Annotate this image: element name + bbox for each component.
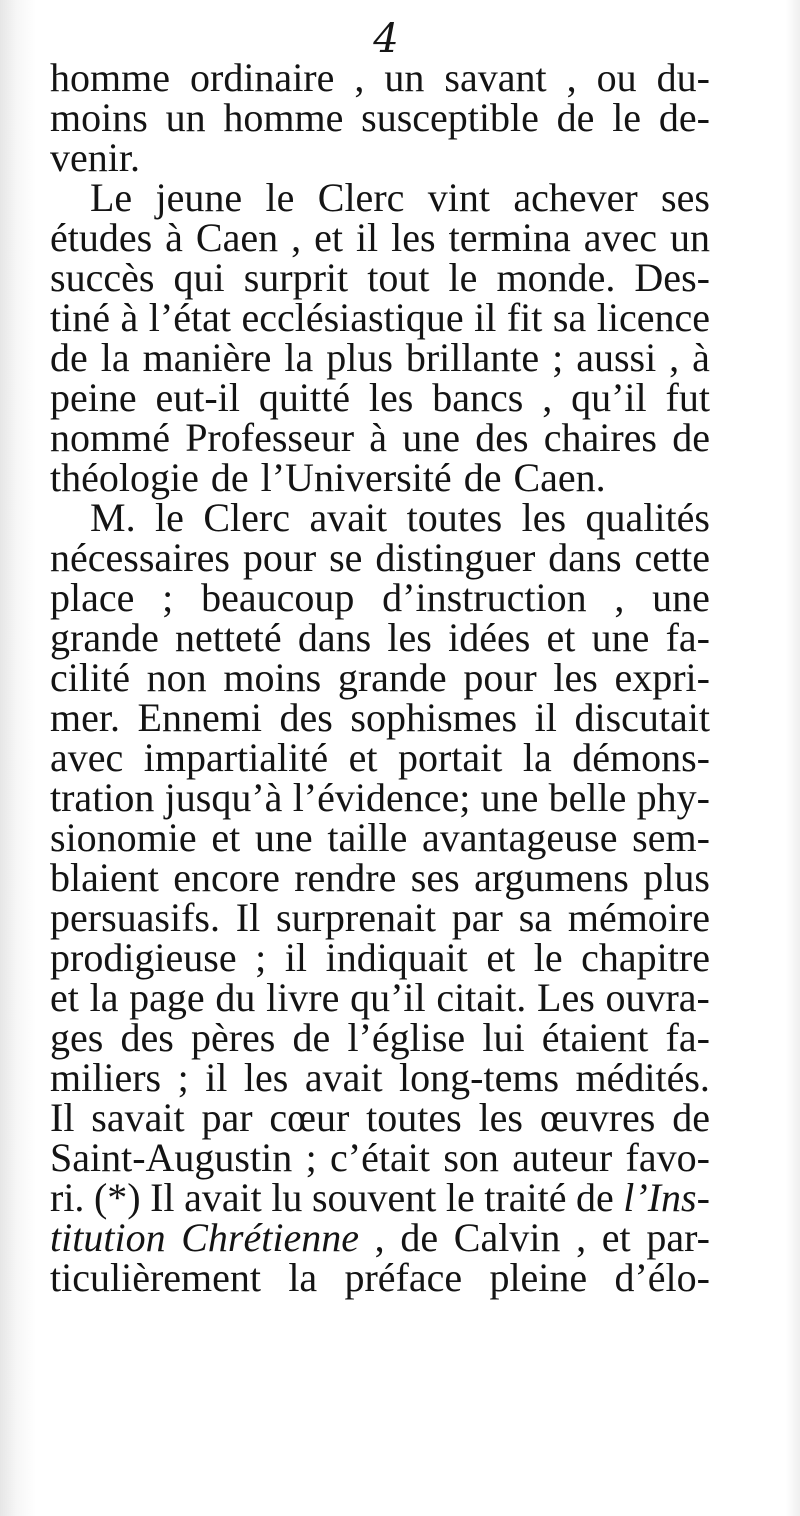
text-line: succès qui surprit tout le monde. Des-: [50, 255, 710, 300]
page-number: 4: [373, 16, 399, 62]
text-line: nommé Professeur à une des chaires de: [50, 415, 710, 460]
text-line: Il savait par cœur toutes les œuvres de: [50, 1095, 710, 1140]
text-line: études à Caen , et il les termina avec un: [50, 215, 710, 260]
body-text: [50, 55, 710, 1300]
text-line: ticulièrement la préface pleine d’élo-: [50, 1255, 710, 1300]
text-line: peine eut-il quitté les bancs , qu’il fut: [50, 375, 710, 420]
text-line: blaient encore rendre ses argumens plus: [50, 855, 710, 900]
text-line: Saint-Augustin ; c’était son auteur favo-: [50, 1135, 710, 1180]
text-line: et la page du livre qu’il citait. Les ouvra-: [50, 975, 710, 1020]
text-line: grande netteté dans les idées et une fa-: [50, 615, 710, 660]
text-line: prodigieuse ; il indiquait et le chapitre: [50, 935, 710, 980]
text-line: titution Chrétienne , de Calvin , et par-: [50, 1215, 710, 1260]
text-line: ri. (*) Il avait lu souvent le traité de l’Ins-: [50, 1175, 710, 1220]
text-line: de la manière la plus brillante ; aussi , à: [50, 335, 710, 380]
text-line: ges des pères de l’église lui étaient fa-: [50, 1015, 710, 1060]
page-edge-shadow: [786, 0, 800, 1516]
text-line: nécessaires pour se distinguer dans cette: [50, 535, 710, 580]
text-line: tiné à l’état ecclésiastique il fit sa licence: [50, 295, 710, 340]
text-line: cilité non moins grande pour les expri-: [50, 655, 710, 700]
text-line: moins un homme susceptible de le de-: [50, 95, 710, 140]
text-line: venir.: [50, 135, 140, 180]
text-line: persuasifs. Il surprenait par sa mémoire: [50, 895, 710, 940]
text-line: miliers ; il les avait long-tems médités.: [50, 1055, 710, 1100]
text-line: place ; beaucoup d’instruction , une: [50, 575, 710, 620]
text-line: avec impartialité et portait la démons-: [50, 735, 710, 780]
text-line: M. le Clerc avait toutes les qualités: [90, 495, 710, 540]
text-line: Le jeune le Clerc vint achever ses: [90, 175, 710, 220]
text-line: mer. Ennemi des sophismes il discutait: [50, 695, 710, 740]
text-line: tration jusqu’à l’évidence; une belle phy-: [50, 775, 710, 820]
page-gutter-shadow: [0, 0, 36, 1516]
text-line: homme ordinaire , un savant , ou du-: [50, 55, 710, 100]
text-line: sionomie et une taille avantageuse sem-: [50, 815, 710, 860]
text-line: théologie de l’Université de Caen.: [50, 455, 606, 500]
